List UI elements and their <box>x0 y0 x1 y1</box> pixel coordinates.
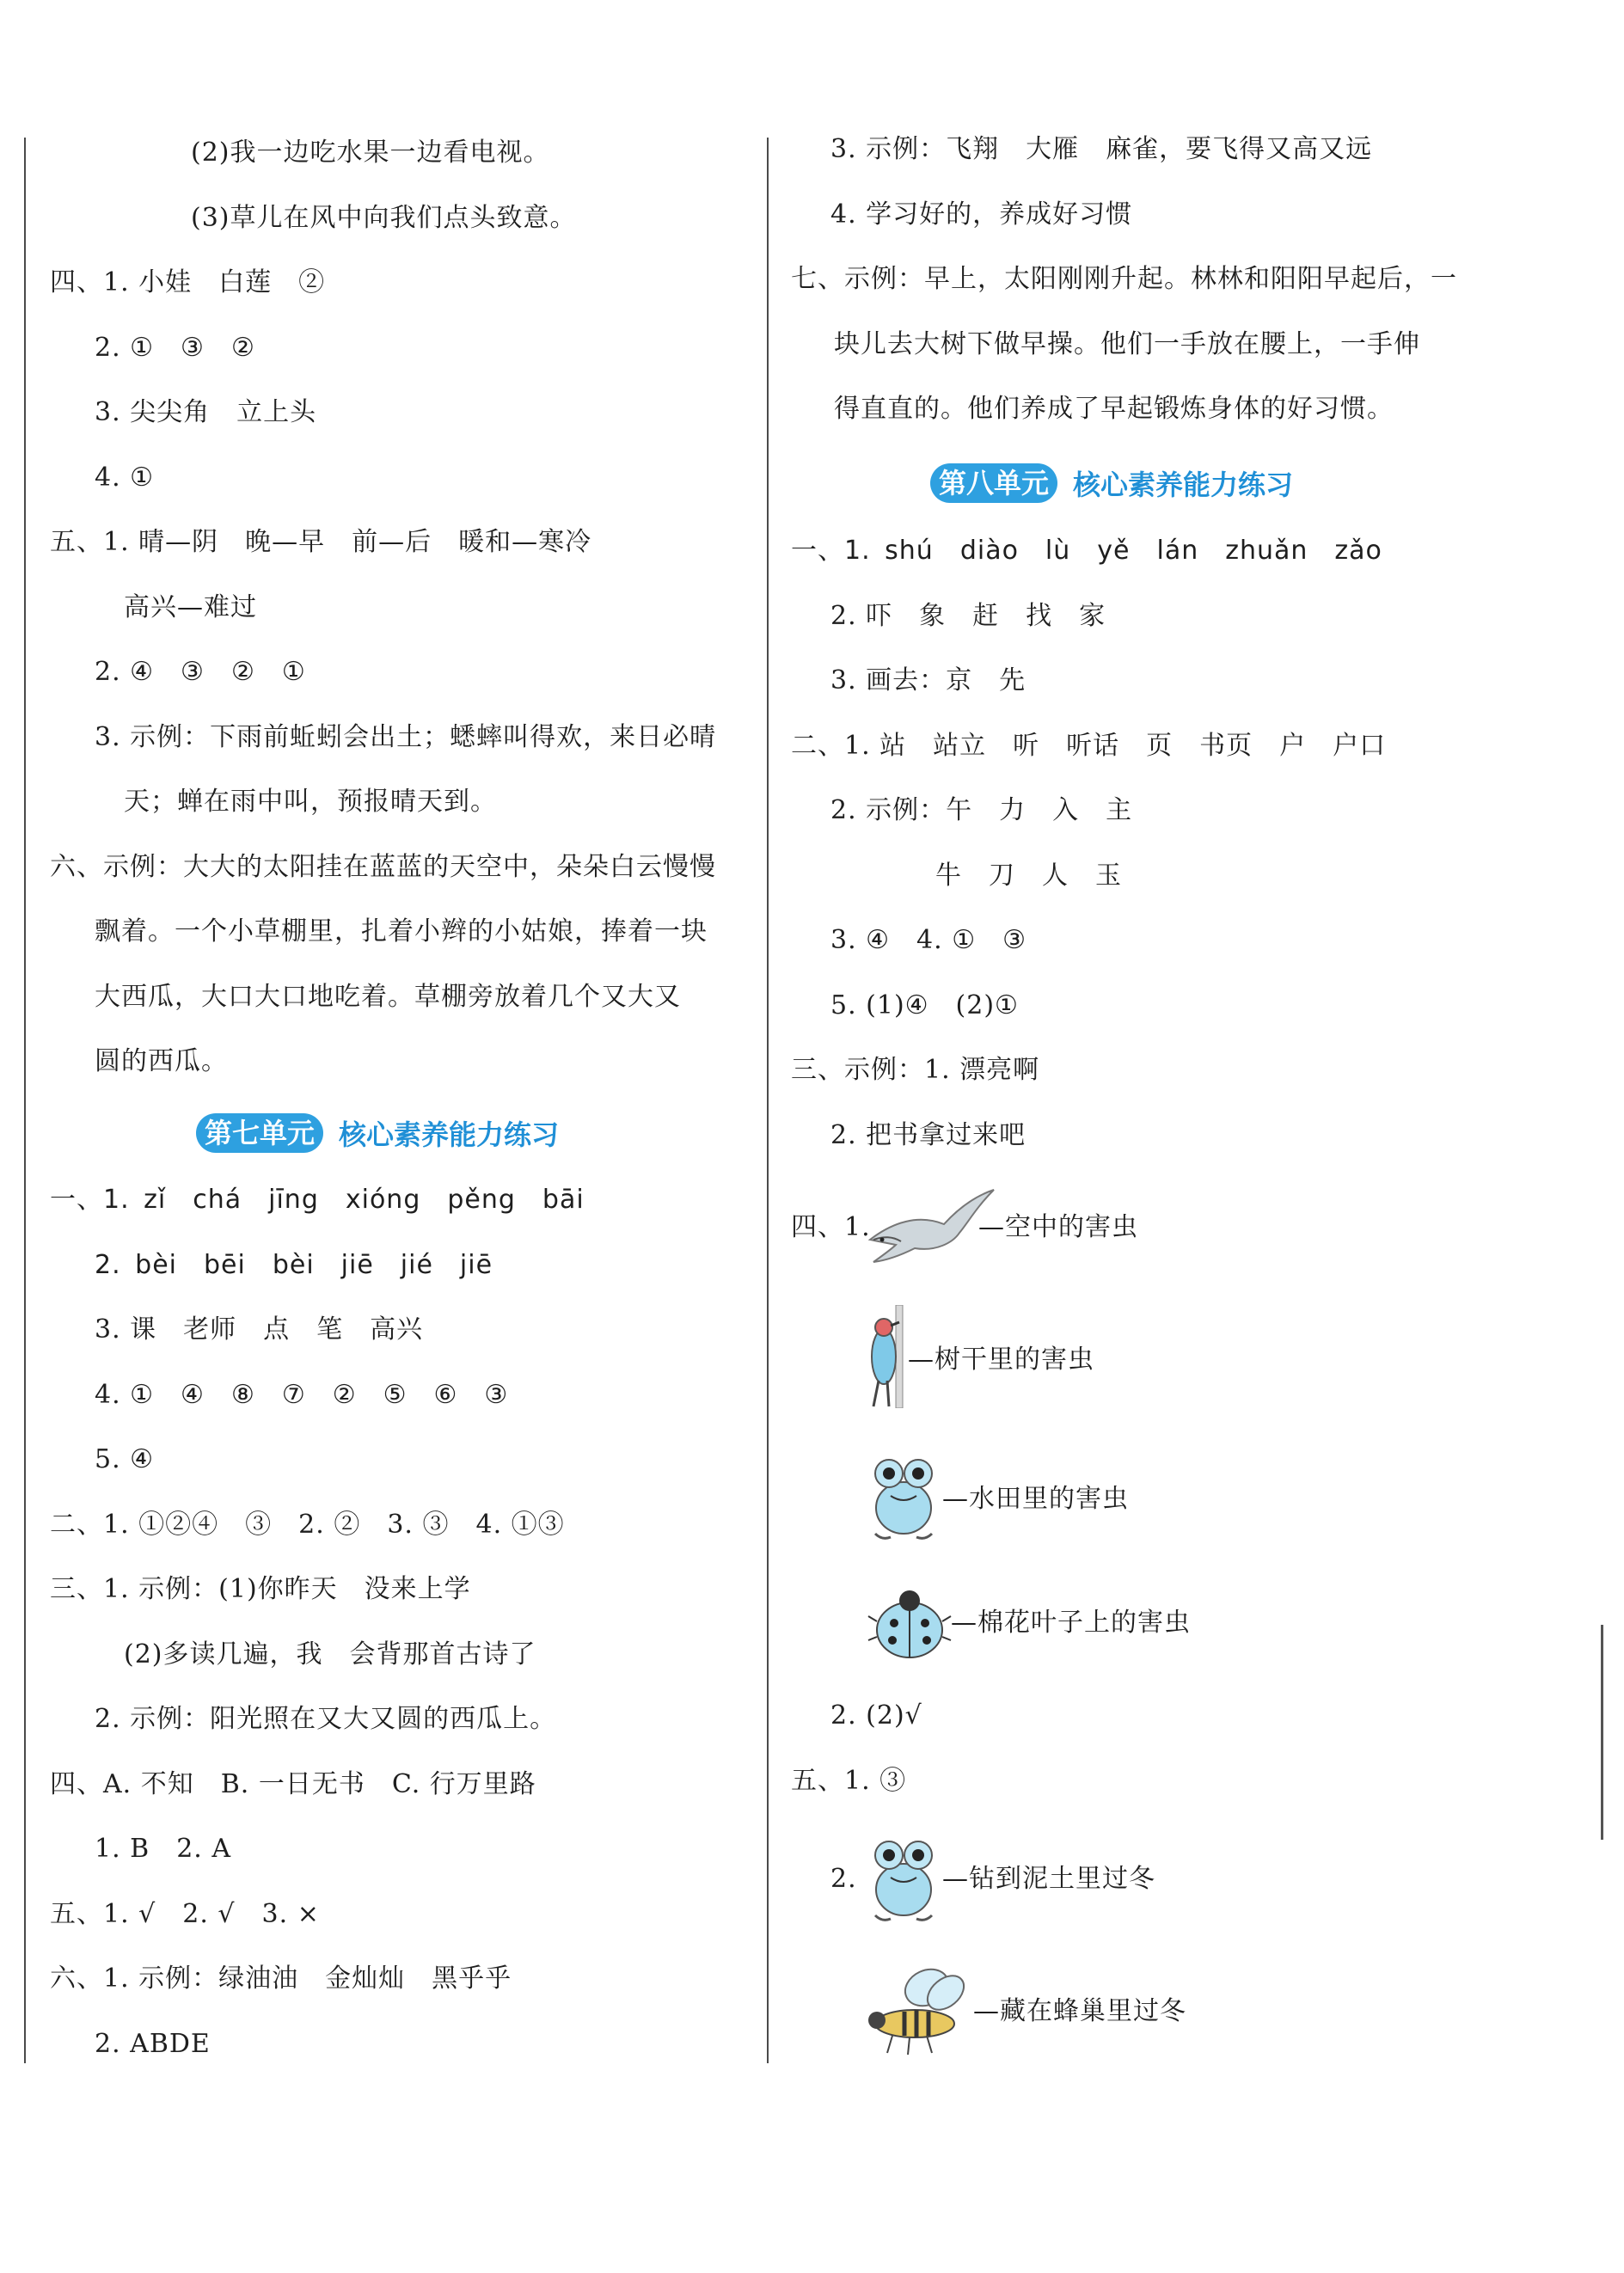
answer-line: 2. ① ③ ② <box>95 333 255 363</box>
answer-line: 天；蝉在雨中叫，预报晴天到。 <box>124 787 497 817</box>
frog-icon <box>865 1833 942 1927</box>
answer-line: 飘着。一个小草棚里，扎着小辫的小姑娘，捧着一块 <box>95 916 708 947</box>
answer-line: 4. ① <box>95 463 155 493</box>
answer-line: 六、1. 示例：绿油油 金灿灿 黑乎乎 <box>50 1964 512 1994</box>
q4-item: —棉花叶子上的害虫 <box>951 1608 1191 1638</box>
answer-line: 4. ① ④ ⑧ ⑦ ② ⑤ ⑥ ③ <box>95 1380 509 1410</box>
answer-line: 2. ABDE <box>95 2029 211 2059</box>
answer-line: 3. 尖尖角 立上头 <box>95 397 317 427</box>
answer-line: 2. 把书拿过来吧 <box>830 1120 1026 1150</box>
answer-line: 二、1. ①②④ ③ 2. ② 3. ③ 4. ①③ <box>50 1510 565 1540</box>
answer-line: 四、A. 不知 B. 一日无书 C. 行万里路 <box>50 1769 536 1799</box>
answer-line: 圆的西瓜。 <box>95 1046 228 1076</box>
answer-line: 5. ④ <box>95 1444 155 1474</box>
answer-line: 高兴—难过 <box>124 592 257 622</box>
frog-icon <box>865 1451 942 1546</box>
answer-line: 1. B 2. A <box>95 1834 232 1864</box>
answer-line: 三、示例：1. 漂亮啊 <box>791 1055 1040 1085</box>
answer-line: 2. 示例：午 力 入 主 <box>830 795 1133 825</box>
answer-line: 3. 画去：京 先 <box>830 665 1026 695</box>
q5-item: —藏在蜂巢里过冬 <box>973 1996 1186 2026</box>
answer-line: 2. 吓 象 赶 找 家 <box>830 601 1106 631</box>
answer-line: 一、1. zǐ chá jīng xióng pěng bāi <box>50 1185 585 1215</box>
q5-prefix: 五、1. ③ <box>791 1766 907 1796</box>
unit8-name: 核心素养能力练习 <box>1073 469 1294 501</box>
q4-item: —水田里的害虫 <box>942 1484 1129 1514</box>
answer-line: 3. 示例：飞翔 大雁 麻雀，要飞得又高又远 <box>830 134 1373 164</box>
answer-line: 大西瓜，大口大口地吃着。草棚旁放着几个又大又 <box>95 982 681 1012</box>
woodpecker-icon <box>858 1305 911 1408</box>
q5-num2: 2. <box>830 1864 857 1894</box>
answer-line: 3. 课 老师 点 笔 高兴 <box>95 1314 424 1345</box>
unit8-title <box>930 461 1293 505</box>
q4-item: —树干里的害虫 <box>908 1345 1094 1375</box>
unit8-badge: 第八单元 <box>930 463 1057 503</box>
answer-line: 一、1. shú diào lù yě lán zhuǎn zǎo <box>791 536 1382 566</box>
swallow-icon <box>867 1188 996 1265</box>
answer-line: 3. 示例：下雨前蚯蚓会出土；蟋蟀叫得欢，来日必晴 <box>95 722 717 752</box>
column-divider <box>767 138 769 2063</box>
answer-line: 五、1. √ 2. √ 3. × <box>50 1899 320 1929</box>
ladybug-icon <box>867 1587 953 1664</box>
answer-line: 3. ④ 4. ① ③ <box>830 925 1027 955</box>
answer-line: 三、1. 示例：(1)你昨天 没来上学 <box>50 1574 471 1604</box>
answer-line: 五、1. 晴—阴 晚—早 前—后 暖和—寒冷 <box>50 527 592 557</box>
answer-line: 七、示例：早上，太阳刚刚升起。林林和阳阳早起后，一 <box>791 264 1457 294</box>
answer-line: 5. (1)④ (2)① <box>830 990 1019 1020</box>
answer-line: (2)我一边吃水果一边看电视。 <box>191 138 550 168</box>
answer-line: 二、1. 站 站立 听 听话 页 书页 户 户口 <box>791 731 1387 761</box>
q5-item: —钻到泥土里过冬 <box>942 1864 1155 1894</box>
unit7-name: 核心素养能力练习 <box>339 1118 560 1151</box>
page-edge-mark <box>1601 1625 1603 1840</box>
answer-line: 2. ④ ③ ② ① <box>95 657 306 687</box>
unit7-title <box>196 1111 559 1155</box>
answer-line: (2)多读几遍，我 会背那首古诗了 <box>124 1639 536 1670</box>
answer-line: 牛 刀 人 玉 <box>935 861 1122 891</box>
q4-item: —空中的害虫 <box>978 1212 1138 1242</box>
left-margin-rule <box>24 138 26 2063</box>
bee-icon <box>867 1964 978 2058</box>
answer-line: 得直直的。他们养成了早起锻炼身体的好习惯。 <box>834 394 1394 424</box>
answer-line: 块儿去大树下做早操。他们一手放在腰上，一手伸 <box>834 329 1420 359</box>
answer-line: 四、1. 小娃 白莲 ② <box>50 267 326 297</box>
unit7-badge: 第七单元 <box>196 1113 323 1153</box>
q4-prefix: 四、1. <box>791 1212 871 1242</box>
answer-line: 六、示例：大大的太阳挂在蓝蓝的天空中，朵朵白云慢慢 <box>50 852 716 882</box>
answer-line: 4. 学习好的，养成好习惯 <box>830 199 1133 230</box>
answer-line: 2. 示例：阳光照在又大又圆的西瓜上。 <box>95 1704 557 1734</box>
answer-line: (3)草儿在风中向我们点头致意。 <box>191 203 577 233</box>
answer-line: 2. bèi bēi bèi jiē jié jiē <box>95 1250 493 1280</box>
q4-after: 2. (2)√ <box>830 1700 922 1731</box>
